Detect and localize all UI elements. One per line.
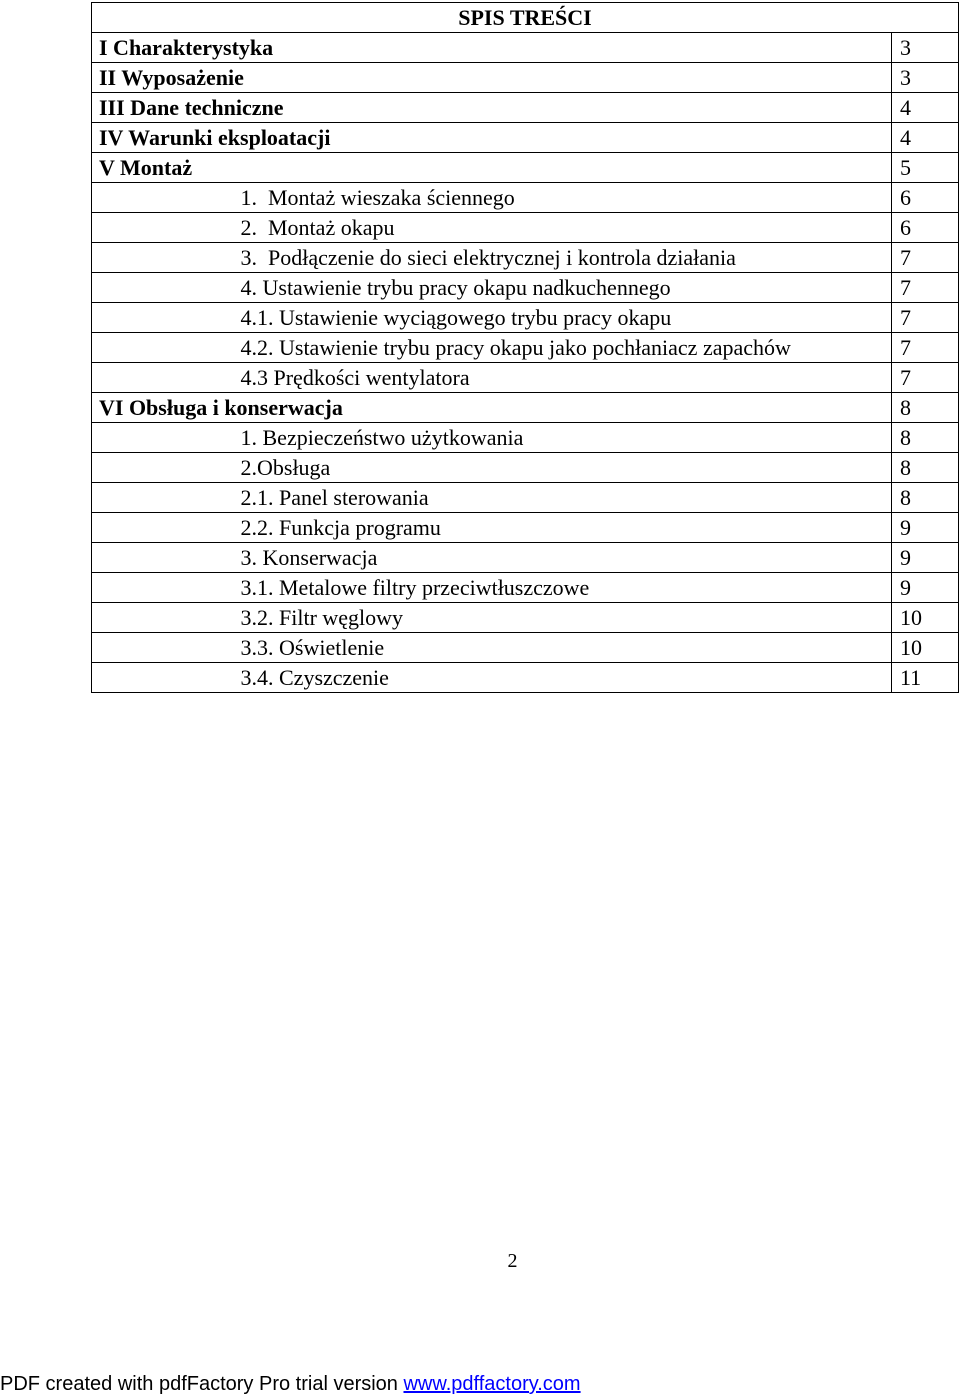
toc-page-number: 9 (892, 513, 959, 543)
toc-indent-cell (92, 243, 234, 273)
toc-row (92, 573, 959, 603)
toc-indent-cell (92, 273, 234, 303)
toc-indent-cell (92, 573, 234, 603)
toc-subsection-label: 3.3. Oświetlenie (234, 633, 892, 663)
toc-page-number: 3 (892, 63, 959, 93)
toc-subsection-label: 3.1. Metalowe filtry przeciwtłuszczowe (234, 573, 892, 603)
toc-page-number: 7 (892, 303, 959, 333)
toc-page-number: 3 (892, 33, 959, 63)
toc-subsection-label: 1. Montaż wieszaka ściennego (234, 183, 892, 213)
toc-indent-cell (92, 333, 234, 363)
toc-subsection-label: 2.Obsługa (234, 453, 892, 483)
toc-indent-cell (92, 633, 234, 663)
toc-page-number: 8 (892, 393, 959, 423)
toc-subsection-label: 2.2. Funkcja programu (234, 513, 892, 543)
toc-row (92, 273, 959, 303)
toc-title-row (92, 3, 959, 33)
toc-page-number: 10 (892, 633, 959, 663)
toc-row (92, 393, 959, 423)
toc-subsection-label: 4.3 Prędkości wentylatora (234, 363, 892, 393)
toc-page-number: 7 (892, 363, 959, 393)
toc-indent-cell (92, 363, 234, 393)
toc-section-label: II Wyposażenie (92, 63, 892, 93)
toc-row (92, 423, 959, 453)
toc-page-number: 6 (892, 213, 959, 243)
toc-subsection-label: 2.1. Panel sterowania (234, 483, 892, 513)
toc-page-number: 9 (892, 543, 959, 573)
toc-page-number: 8 (892, 483, 959, 513)
toc-page-number: 6 (892, 183, 959, 213)
toc-subsection-label: 3. Podłączenie do sieci elektrycznej i kontrola działania (234, 243, 892, 273)
toc-page-number: 10 (892, 603, 959, 633)
toc-row (92, 243, 959, 273)
toc-page-number: 7 (892, 333, 959, 363)
toc-section-label: VI Obsługa i konserwacja (92, 393, 892, 423)
toc-page-number: 9 (892, 573, 959, 603)
toc-title: SPIS TREŚCI (92, 3, 959, 33)
toc-subsection-label: 3. Konserwacja (234, 543, 892, 573)
toc-page-number: 4 (892, 93, 959, 123)
toc-page-number: 7 (892, 273, 959, 303)
toc-row (92, 213, 959, 243)
toc-indent-cell (92, 453, 234, 483)
page-number: 2 (507, 1250, 518, 1272)
toc-page-number: 8 (892, 453, 959, 483)
toc-subsection-label: 1. Bezpieczeństwo użytkowania (234, 423, 892, 453)
toc-row (92, 183, 959, 213)
toc-row (92, 513, 959, 543)
toc-page-number: 4 (892, 123, 959, 153)
toc-row (92, 663, 959, 693)
toc-row (92, 153, 959, 183)
toc-subsection-label: 2. Montaż okapu (234, 213, 892, 243)
toc-row (92, 363, 959, 393)
toc-subsection-label: 4. Ustawienie trybu pracy okapu nadkuchennego (234, 273, 892, 303)
toc-page-number: 7 (892, 243, 959, 273)
footer-link[interactable]: www.pdffactory.com (403, 1373, 581, 1395)
toc-subsection-label: 3.4. Czyszczenie (234, 663, 892, 693)
toc-subsection-label: 3.2. Filtr węglowy (234, 603, 892, 633)
footer-text: PDF created with pdfFactory Pro trial version (0, 1373, 404, 1395)
toc-subsection-label: 4.1. Ustawienie wyciągowego trybu pracy okapu (234, 303, 892, 333)
toc-indent-cell (92, 213, 234, 243)
toc-indent-cell (92, 543, 234, 573)
toc-indent-cell (92, 183, 234, 213)
toc-indent-cell (92, 663, 234, 693)
toc-indent-cell (92, 303, 234, 333)
toc-section-label: V Montaż (92, 153, 892, 183)
toc-indent-cell (92, 603, 234, 633)
toc-row (92, 603, 959, 633)
toc-page-number: 5 (892, 153, 959, 183)
pdf-footer (0, 1373, 581, 1396)
toc-page-number: 8 (892, 423, 959, 453)
toc-section-label: III Dane techniczne (92, 93, 892, 123)
toc-row (92, 33, 959, 63)
toc-row (92, 633, 959, 663)
toc-row (92, 63, 959, 93)
toc-subsection-label: 4.2. Ustawienie trybu pracy okapu jako pochłaniacz zapachów (234, 333, 892, 363)
toc-row (92, 303, 959, 333)
toc-row (92, 453, 959, 483)
toc-row (92, 543, 959, 573)
toc-indent-cell (92, 423, 234, 453)
toc-row (92, 483, 959, 513)
toc-section-label: I Charakterystyka (92, 33, 892, 63)
toc-page-number: 11 (892, 663, 959, 693)
toc-section-label: IV Warunki eksploatacji (92, 123, 892, 153)
toc-row (92, 93, 959, 123)
toc-indent-cell (92, 513, 234, 543)
toc-row (92, 333, 959, 363)
toc-indent-cell (92, 483, 234, 513)
toc-row (92, 123, 959, 153)
table-of-contents (91, 2, 959, 693)
